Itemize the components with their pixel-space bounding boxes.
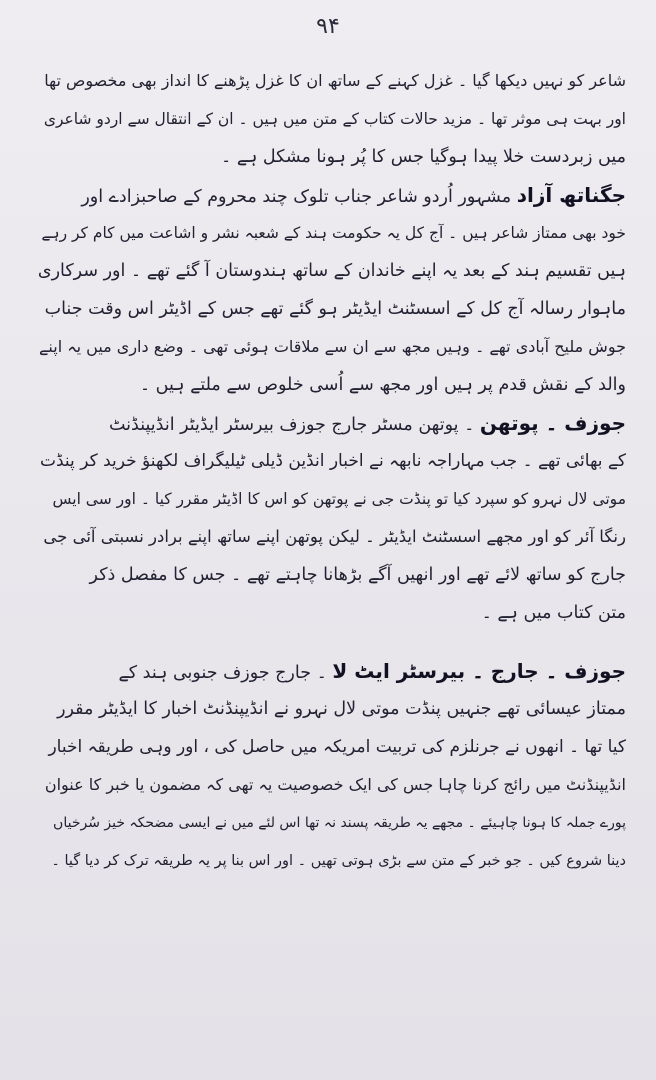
paragraph-gap (36, 632, 626, 652)
line-text: میں زبردست خلا پیدا ہوگیا جس کا پُر ہونا مشکل ہے ۔ (221, 147, 626, 167)
paragraph (36, 62, 626, 176)
text-line (36, 518, 626, 556)
paragraph (36, 404, 626, 632)
text-line (36, 690, 626, 728)
line-text: ماہوار رسالہ آج کل کے اسسٹنٹ ایڈیٹر ہو گئے تھے جس کے اڈیٹر اس وقت جناب (44, 299, 626, 319)
line-text: جوش ملیح آبادی تھے ۔ وہیں مجھ سے ان سے ملاقات ہوئی تھی ۔ وضع داری میں یہ اپنے (39, 337, 626, 356)
line-text: شاعر کو نہیں دیکھا گیا ۔ غزل کہنے کے ساتھ ان کا غزل پڑھنے کا انداز بھی مخصوص تھا (44, 71, 626, 90)
page-body (36, 62, 626, 880)
line-text: متن کتاب میں ہے ۔ (481, 603, 626, 623)
text-line (36, 100, 626, 138)
text-line (36, 766, 626, 804)
line-text: ۔ جارج جوزف جنوبی ہند کے (118, 663, 333, 683)
text-line (36, 404, 626, 442)
text-line (36, 804, 626, 842)
line-text: ۔ پوتھن مسٹر جارج جوزف بیرسٹر ایڈیٹر انڈیپنڈنٹ (108, 415, 480, 435)
line-text: کیا تھا ۔ انھوں نے جرنلزم کی تربیت امریکہ میں حاصل کی ، اور وہی طریقہ اخبار (48, 737, 626, 757)
entry-heading: جگناتھ آزاد (516, 183, 626, 207)
line-text: والد کے نقش قدم پر ہیں اور مجھ سے اُسی خلوص سے ملتے ہیں ۔ (139, 375, 626, 395)
text-line (36, 556, 626, 594)
line-text: پورے جملہ کا ہونا چاہیئے ۔ مجھے یہ طریقہ پسند نہ تھا اس لئے میں نے ایسی مضحکہ خیز سُرخیاں (53, 815, 626, 831)
line-text: خود بھی ممتاز شاعر ہیں ۔ آج کل یہ حکومت ہند کے شعبہ نشر و اشاعت میں کام کر رہے (41, 224, 626, 242)
entry-heading: جوزف ۔ جارج ۔ بیرسٹر ایٹ لا (332, 659, 626, 683)
text-line (36, 138, 626, 176)
text-line (36, 366, 626, 404)
line-text: رنگا آئر کو اور مجھے اسسٹنٹ ایڈیٹر ۔ لیکن پوتھن اپنے ساتھ اپنے برادر نسبتی آئی جی (43, 527, 626, 546)
line-text: دینا شروع کیں ۔ جو خبر کے متن سے بڑی ہوتی تھیں ۔ اور اس بنا پر یہ طریقہ ترک کر دیا گیا ۔ (51, 853, 626, 869)
text-line (36, 252, 626, 290)
line-text: موتی لال نہرو کو سپرد کیا تو پنڈت جی نے پوتھن کو اس کا اڈیٹر مقرر کیا ۔ اور سی ایس (52, 490, 626, 508)
text-line (36, 594, 626, 632)
line-text: جارج کو ساتھ لائے تھے اور انھیں آگے بڑھانا چاہتے تھے ۔ جس کا مفصل ذکر (89, 565, 626, 585)
text-line (36, 62, 626, 100)
page-number: ۹۴ (316, 14, 340, 39)
text-line (36, 176, 626, 214)
line-text: ممتاز عیسائی تھے جنہیں پنڈت موتی لال نہرو نے انڈیپنڈنٹ اخبار کا ایڈیٹر مقرر (57, 699, 626, 719)
text-line (36, 214, 626, 252)
paragraph (36, 652, 626, 880)
line-text: کے بھائی تھے ۔ جب مہاراجہ نابھہ نے اخبار انڈین ڈیلی ٹیلیگراف لکھنؤ خرید کر پنڈت (40, 451, 626, 471)
text-line (36, 480, 626, 518)
line-text: مشہور اُردو شاعر جناب تلوک چند محروم کے صاحبزادے اور (81, 187, 517, 207)
paragraph (36, 176, 626, 404)
text-line (36, 728, 626, 766)
line-text: اور بہت ہی موثر تھا ۔ مزید حالات کتاب کے متن میں ہیں ۔ ان کے انتقال سے اردو شاعری (43, 110, 626, 128)
text-line (36, 652, 626, 690)
text-line (36, 328, 626, 366)
text-line (36, 290, 626, 328)
entry-heading: جوزف ۔ پوتھن (479, 411, 626, 435)
text-line (36, 442, 626, 480)
text-line (36, 842, 626, 880)
line-text: انڈیپنڈنٹ میں رائج کرنا چاہا جس کی ایک خصوصیت یہ تھی کہ مضمون یا خبر کا عنوان (44, 775, 626, 794)
line-text: ہیں تقسیم ہند کے بعد یہ اپنے خاندان کے ساتھ ہندوستان آ گئے تھے ۔ اور سرکاری (37, 261, 626, 281)
